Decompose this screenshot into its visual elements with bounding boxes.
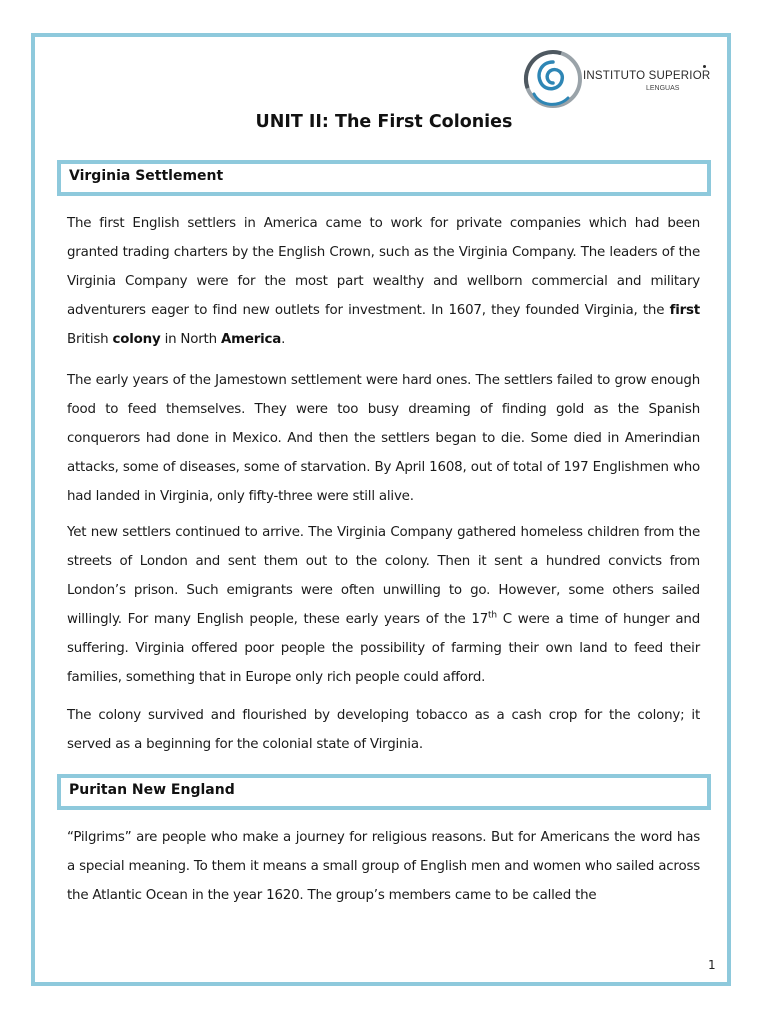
logo-name: INSTITUTO SUPERIOR	[583, 70, 711, 82]
logo-dot	[703, 65, 706, 68]
swirl-logo-icon	[522, 48, 582, 112]
logo-subtitle: LENGUAS	[646, 85, 680, 92]
paragraph-virginia-1: The first English settlers in America came to work for private companies which had been granted trading charters by the English Crown, such as the Virginia Company. The leaders of the Virginia Company were for the most part wealthy and wellborn commercial and military adventurers eager to find new outlets for investment. In 1607, they founded Virginia, the first British colony in North America.	[67, 216, 700, 347]
paragraph-virginia-3: Yet new settlers continued to arrive. The Virginia Company gathered homeless children from the streets of London and sent them out to the colony. Then it sent a hundred convicts from London’s prison. Such emigrants were often unwilling to go. However, some others sailed willingly. For many English people, these early years of the 17th C were a time of hunger and suffering. Virginia offered poor people the possibility of farming their own land to feed their families, something that in Europe only rich people could afford.	[67, 525, 700, 685]
page-number: 1	[708, 958, 716, 972]
paragraph-virginia-2: The early years of the Jamestown settlement were hard ones. The settlers failed to grow enough food to feed themselves. They were too busy dreaming of finding gold as the Spanish conquerors had done in Mexico. And then the settlers began to die. Some died in Amerindian attacks, some of diseases, some of starvation. By April 1608, out of total of 197 Englishmen who had landed in Virginia, only fifty-three were still alive.	[67, 373, 700, 504]
paragraph-virginia-4: The colony survived and flourished by developing tobacco as a cash crop for the colony; it served as a beginning for the colonial state of Virginia.	[67, 708, 700, 752]
page-title: UNIT II: The First Colonies	[255, 112, 513, 132]
paragraph-puritan-1: “Pilgrims” are people who make a journey for religious reasons. But for Americans the word has a special meaning. To them it means a small group of English men and women who sailed across the Atlantic Ocean in the year 1620. The group’s members came to be called the	[67, 830, 700, 903]
institute-logo	[522, 48, 712, 112]
section-heading-puritan: Puritan New England	[57, 774, 711, 810]
section-heading-virginia: Virginia Settlement	[57, 160, 711, 196]
